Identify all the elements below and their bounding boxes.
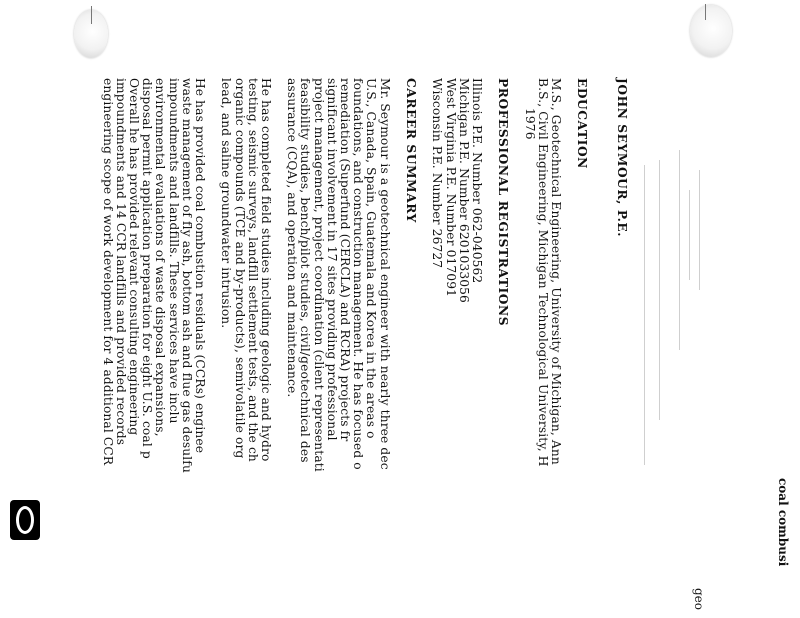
career-line: organic compounds (TCE and by-products), semivolatile org bbox=[232, 78, 247, 459]
career-line: remediation (Superfund (CERCLA) and RCRA) projects fr bbox=[338, 78, 353, 442]
education-line: B.S., Civil Engineering, Michigan Technological University, H bbox=[535, 78, 550, 467]
career-line: lead, and saline groundwater intrusion. bbox=[219, 78, 234, 329]
education-line: M.S., Geotechnical Engineering, University of Michigan, Ann bbox=[549, 78, 564, 465]
career-line: foundations, and construction management. He has focused o bbox=[351, 78, 366, 470]
header-fragment-right: coal combusi bbox=[776, 478, 790, 567]
hole-mark-right bbox=[705, 4, 706, 20]
bleed-through-stroke bbox=[659, 160, 660, 420]
career-line: He has completed field studies including geologic and hydro bbox=[258, 78, 273, 462]
registration-line: Wisconsin P.E. Number 26727 bbox=[430, 78, 445, 269]
career-heading: CAREER SUMMARY bbox=[404, 78, 418, 223]
bleed-through-stroke bbox=[689, 190, 690, 280]
header-fragment-mid: geo bbox=[692, 588, 706, 611]
education-heading: EDUCATION bbox=[575, 78, 590, 169]
career-line: He has provided coal combustion residuals (CCRs) enginee bbox=[193, 78, 207, 454]
career-line: disposal permit application preparation for eight U.S. coal p bbox=[140, 78, 155, 459]
career-line: feasibility studies, bench/pilot studies, civil/geotechnical des bbox=[298, 78, 313, 463]
career-line: Overall he has provided relevant consulting engineering bbox=[127, 78, 142, 436]
registration-line: Illinois P.E. Number 062-040562 bbox=[469, 78, 484, 284]
punch-hole-right bbox=[690, 5, 732, 57]
career-line: impoundments and landfills. These services have inclu bbox=[166, 78, 181, 424]
career-line: testing, seismic surveys, landfill settlement tests, and the ch bbox=[245, 78, 260, 462]
career-line: engineering scope of work development for 4 additional CCR bbox=[100, 78, 115, 466]
education-line: 1976 bbox=[522, 108, 537, 140]
hole-mark-left bbox=[91, 6, 92, 24]
career-line: U.S., Canada, Spain, Guatemala and Korea in the areas o bbox=[364, 78, 379, 439]
resume-name: JOHN SEYMOUR, P.E. bbox=[615, 78, 629, 238]
registrations-heading: PROFESSIONAL REGISTRATIONS bbox=[496, 78, 511, 327]
bleed-through-stroke bbox=[679, 150, 680, 350]
career-line: waste management of fly ash, bottom ash and flue gas desulfu bbox=[179, 78, 194, 473]
bleed-through-stroke bbox=[699, 170, 700, 290]
career-line: environmental evaluations of waste disposal expansions, bbox=[153, 78, 168, 437]
scan-marker bbox=[10, 500, 40, 540]
career-line: significant involvement in 17 sites providing professional bbox=[324, 78, 339, 441]
resume-body bbox=[101, 78, 629, 618]
career-line: project management, project coordination (client representati bbox=[311, 78, 326, 472]
career-line: assurance (CQA), and operation and maintenance. bbox=[285, 78, 300, 398]
career-line: Mr. Seymour is a geotechnical engineer with nearly three dec bbox=[377, 78, 392, 470]
registration-line: Michigan P.E. Number 6201033056 bbox=[456, 78, 471, 303]
bleed-through-stroke bbox=[644, 165, 645, 465]
career-line: impoundments and 14 CCR landfills and provided records bbox=[113, 78, 128, 446]
registration-line: West Virginia P.E. Number 017091 bbox=[443, 78, 458, 298]
scan-marker-ring bbox=[16, 506, 34, 534]
